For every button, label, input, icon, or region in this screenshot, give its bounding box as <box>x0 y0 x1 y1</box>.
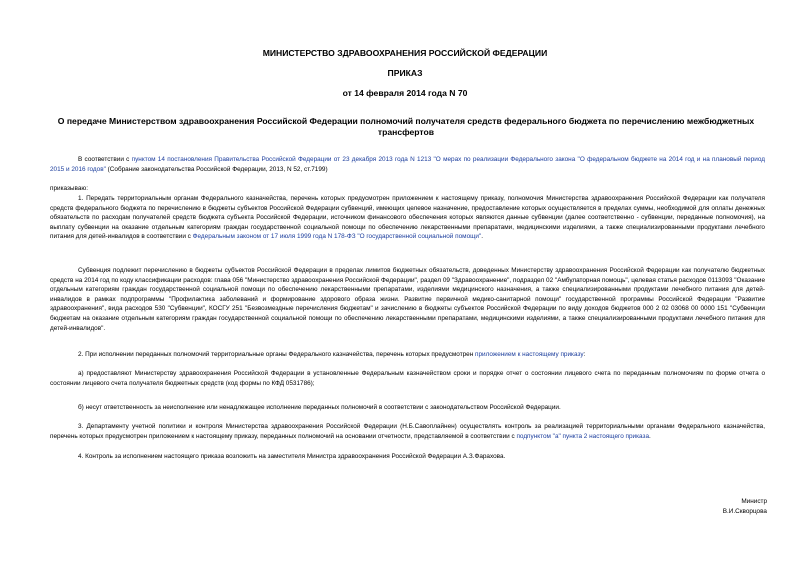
subpoint-link[interactable]: подпунктом "а" пункта 2 настоящего приказа <box>516 432 650 440</box>
paragraph-2b: б) несут ответственность за неисполнение или ненадлежащее исполнение переданных полномочий в соответствии с законодательством Российской Федерации. <box>78 404 561 411</box>
intro-text-end: (Собрание законодательства Российской Федерации, 2013, N 52, ст.7199) <box>105 165 328 173</box>
paragraph-3-text: 3. Департаменту учетной политики и контроля Министерства здравоохранения Российской Федерации (Н.Б.Савоплайнен) осуществлять контроль за реализацией территориальными органами Федерального казначейства, перечень которых предусмотрен приложением к настоящему приказу, переданных полномочий на основании отчетности, представляемой в соответствии с <box>50 423 765 440</box>
paragraph-2a: а) предоставляют Министерству здравоохранения Российской Федерации в установленные Федеральным казначейством сроки и порядке отчет о состоянии лицевого счета по переданным полномочиям по форме отчета о состоянии лицевого счета получателя бюджетных средств (код формы по КФД 0531786); <box>50 370 765 387</box>
ministry-heading: МИНИСТЕРСТВО ЗДРАВООХРАНЕНИЯ РОССИЙСКОЙ ФЕДЕРАЦИИ <box>262 48 548 58</box>
paragraph-1-end: . <box>481 233 483 241</box>
order-word: приказываю: <box>50 185 88 192</box>
appendix-link[interactable]: приложением к настоящему приказу <box>475 351 584 358</box>
paragraph-2 <box>50 350 765 360</box>
paragraph-3-end: . <box>649 432 651 440</box>
signature-position: Министр <box>741 498 767 505</box>
paragraph-2-text: 2. При исполнении переданных полномочий территориальные органы Федерального казначейства, перечень которых предусмотрен <box>78 351 476 358</box>
signature-name: В.И.Скворцова <box>722 508 767 515</box>
paragraph-1 <box>50 194 765 242</box>
subvention-paragraph: Субвенция подлежит перечислению в бюджеты субъектов Российской Федерации в пределах лимитов бюджетных обязательств, доведенных Министерству здравоохранения Российской Федерации как получателю бюджетных средств на 2014 год по коду классификации расходов: глава 056 "Министерство здравоохранения Российской Федерации", раздел 09 "Здравоохранение", подраздел 02 "Амбулаторная помощь", целевая статья расходов 0113093 "Оказание отдельным категориям граждан государственной социальной помощи по обеспечению лекарственными препаратами, изделиями медицинского назначения, а также специализированными продуктами лечебного питания для детей-инвалидов в рамках подпрограммы "Профилактика заболеваний и формирование здорового образа жизни. Развитие первичной медико-санитарной помощи" государственной программы Российской Федерации "Развитие здравоохранения", вида расходов 530 "Субвенции", КОСГУ 251 "Безвозмездные перечисления бюджетам" и зачислению в бюджеты субъектов Российской Федерации по виду доходов бюджетов 000 2 02 03068 00 0000 151 "Субвенции бюджетам на оказание отдельным категориям граждан государственной социальной помощи по обеспечению лекарственными препаратами, медицинскими изделиями, а также специализированными продуктами лечебного питания для детей-инвалидов". <box>50 267 765 332</box>
paragraph-2-end: : <box>583 351 586 358</box>
doc-type: ПРИКАЗ <box>387 68 423 78</box>
federal-law-link[interactable]: Федеральным законом от 17 июля 1999 года N 178-ФЗ "О государственной социальной помощи" <box>192 233 482 241</box>
doc-date-number: от 14 февраля 2014 года N 70 <box>342 88 468 98</box>
paragraph-1-text: 1. Передать территориальным органам Федерального казначейства, перечень которых предусмотрен приложением к настоящему приказу, полномочия Министерства здравоохранения Российской Федерации как получателя средств федерального бюджета по перечислению в бюджеты субъектов Российской Федерации субвенций, имеющих целевое назначение, предоставление которых осуществляется в пределах суммы, необходимой для оплаты денежных обязательств по расходам получателей средств бюджета субъекта Российской Федерации, источником финансового обеспечения которых являются данные субвенции (далее соответственно - субвенции, переданные полномочия), на выплату субвенции на оказание отдельным категориям граждан государственной социальной помощи по обеспечению лекарственными препаратами, медицинскими изделиями, а также специализированными продуктами лечебного питания для детей-инвалидов в соответствии с <box>50 195 765 241</box>
intro-link[interactable]: пунктом 14 постановления Правительства Российской Федерации от 23 декабря 2013 года N 1213 "О мерах по реализации Федерального закона "О федеральном бюджете на 2014 год и на плановый период 2015 и 2016 годов" <box>50 156 765 173</box>
page-title: О передаче Министерством здравоохранения Российской Федерации полномочий получателя средств федерального бюджета по перечислению межбюджетных трансфертов <box>57 116 755 137</box>
signature-block <box>723 497 767 517</box>
intro-paragraph <box>50 155 765 174</box>
intro-text: В соответствии с <box>78 156 132 163</box>
paragraph-3 <box>50 422 765 441</box>
paragraph-4: 4. Контроль за исполнением настоящего приказа возложить на заместителя Министра здравоохранения Российской Федерации А.З.Фарахова. <box>78 453 506 460</box>
